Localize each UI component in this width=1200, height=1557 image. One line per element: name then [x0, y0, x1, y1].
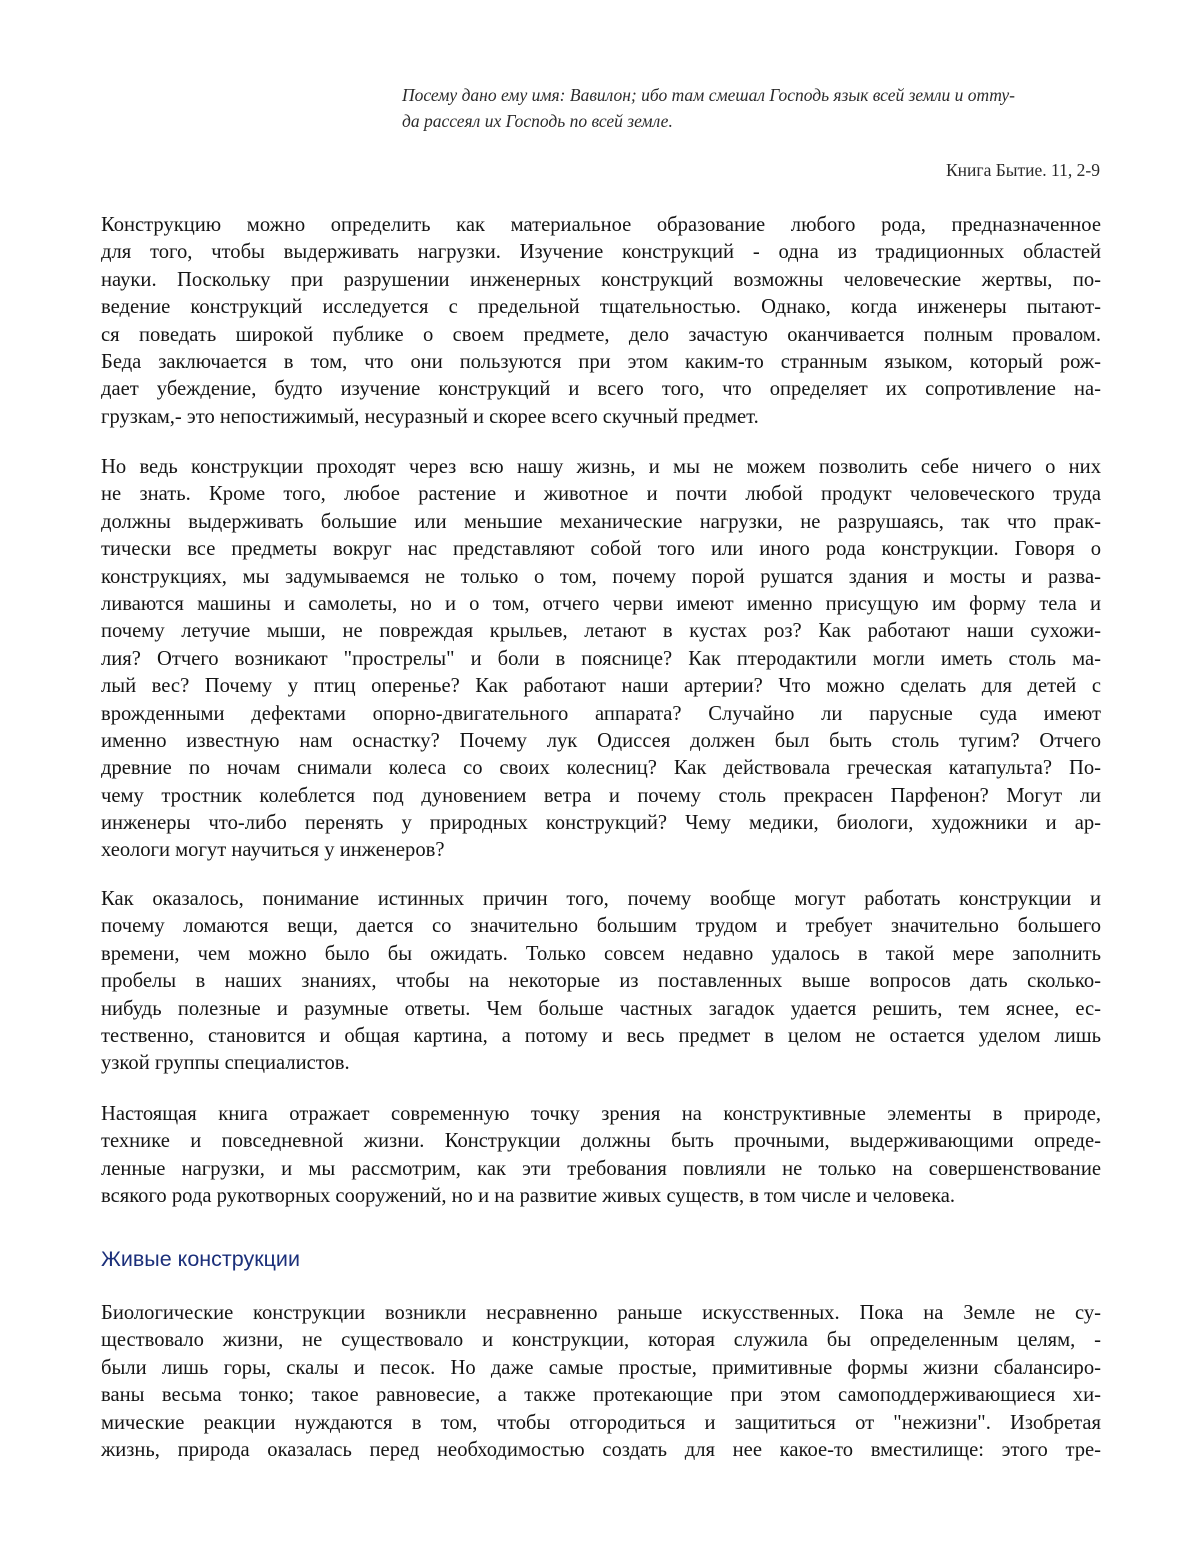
section-paragraph [101, 1300, 1101, 1464]
paragraph-1 [101, 212, 1101, 431]
text-line: почему ломаются вещи, дается со значительно большим трудом и требует значительно большего [101, 915, 1101, 938]
text-line: не знать. Кроме того, любое растение и животное и почти любой продукт человеческого труда [101, 483, 1101, 506]
text-line: ваны весьма тонко; такое равновесие, а также протекающие при этом самоподдерживающиеся хи- [101, 1384, 1101, 1407]
paragraph-2 [101, 454, 1101, 865]
epigraph [402, 82, 1102, 134]
text-line: Но ведь конструкции проходят через всю нашу жизнь, и мы не можем позволить себе ничего о них [101, 456, 1101, 478]
text-line: науки. Поскольку при разрушении инженерных конструкций возможны человеческие жертвы, по- [101, 268, 1101, 291]
text-line: жизнь, природа оказалась перед необходимостью создать для нее какое-то вместилище: этого тре- [101, 1438, 1101, 1461]
text-line: были лишь горы, скалы и песок. Но даже самые простые, примитивные формы жизни сбалансиро- [101, 1356, 1101, 1379]
text-line: Настоящая книга отражает современную точку зрения на конструктивные элементы в природе, [101, 1103, 1101, 1125]
text-line: ся поведать широкой публике о своем предмете, дело зачастую оканчивается полным провалом. [101, 323, 1101, 346]
text-line: тически все предметы вокруг нас представляют собой того или иного рода конструкции. Говоря о [101, 538, 1101, 561]
text-line: мические реакции нуждаются в том, чтобы отгородиться и защититься от "нежизни". Изобретая [101, 1411, 1101, 1434]
text-line: ведение конструкций исследуется с предельной тщательностью. Однако, когда инженеры пытают- [101, 296, 1101, 319]
text-line: хеологи могут научиться у инженеров? [101, 839, 445, 862]
text-line: врожденными дефектами опорно-двигательного аппарата? Случайно ли парусные суда имеют [101, 702, 1101, 725]
text-line: Биологические конструкции возникли несравненно раньше искусственных. Пока на Земле не су- [101, 1302, 1101, 1324]
text-line: чему тростник колеблется под дуновением ветра и почему столь прекрасен Парфенон? Могут ли [101, 784, 1101, 807]
text-line: ленные нагрузки, и мы рассмотрим, как эти требования повлияли не только на совершенствование [101, 1157, 1101, 1180]
text-line: лый вес? Почему у птиц оперенье? Как работают наши артерии? Что можно сделать для детей с [101, 675, 1101, 698]
text-line: для того, чтобы выдерживать нагрузки. Изучение конструкций - одна из традиционных областей [101, 241, 1101, 264]
text-line: древние по ночам снимали колеса со своих колесниц? Как действовала греческая катапульта? По- [101, 757, 1101, 780]
text-line: всякого рода рукотворных сооружений, но и на развитие живых существ, в том числе и человека. [101, 1185, 956, 1208]
text-line: тественно, становится и общая картина, а потому и весь предмет в целом не остается уделом лишь [101, 1024, 1101, 1047]
epigraph-line: Посему дано ему имя: Вавилон; ибо там смешал Господь язык всей земли и отту- [402, 85, 1015, 105]
text-line: должны выдерживать большие или меньшие механические нагрузки, не разрушаясь, так что прак- [101, 510, 1101, 533]
paragraph-3 [101, 886, 1101, 1078]
text-line: почему летучие мыши, не повреждая крыльев, летают в кустах роз? Как работают наши сухожи- [101, 620, 1101, 643]
text-line: Конструкцию можно определить как материальное образование любого рода, предназначенное [101, 214, 1101, 236]
text-line: технике и повседневной жизни. Конструкции должны быть прочными, выдерживающими опреде- [101, 1130, 1101, 1153]
text-line: грузкам,- это непостижимый, несуразный и скорее всего скучный предмет. [101, 405, 759, 428]
section-heading: Живые конструкции [101, 1247, 300, 1271]
text-line: ливаются машины и самолеты, но и о том, отчего черви имеют именно присущую им форму тела и [101, 592, 1101, 615]
text-line: Как оказалось, понимание истинных причин того, почему вообще могут работать конструкции и [101, 888, 1101, 910]
epigraph-source: Книга Бытие. 11, 2-9 [946, 160, 1100, 180]
text-line: ществовало жизни, не существовало и конструкции, которая служила бы определенным целям, - [101, 1329, 1101, 1352]
paragraph-4 [101, 1101, 1101, 1211]
text-line: именно известную нам оснастку? Почему лук Одиссея должен был быть столь тугим? Отчего [101, 729, 1101, 752]
text-line: дает убеждение, будто изучение конструкций и всего того, что определяет их сопротивление на- [101, 378, 1101, 401]
text-line: нибудь полезные и разумные ответы. Чем больше частных загадок удается решить, тем яснее, ес- [101, 997, 1101, 1020]
epigraph-line: да рассеял их Господь по всей земле. [402, 111, 673, 131]
text-line: лия? Отчего возникают "прострелы" и боли в пояснице? Как птеродактили могли иметь столь ма- [101, 647, 1101, 670]
text-line: узкой группы специалистов. [101, 1052, 350, 1075]
text-line: времени, чем можно было бы ожидать. Только совсем недавно удалось в такой мере заполнить [101, 942, 1101, 965]
text-line: пробелы в наших знаниях, чтобы на некоторые из поставленных выше вопросов дать сколько- [101, 970, 1101, 993]
text-line: конструкциях, мы задумываемся не только о том, почему порой рушатся здания и мосты и разва- [101, 565, 1101, 588]
text-line: инженеры что-либо перенять у природных конструкций? Чему медики, биологи, художники и ар- [101, 812, 1101, 835]
text-line: Беда заключается в том, что они пользуются при этом каким-то странным языком, который рож- [101, 350, 1101, 373]
